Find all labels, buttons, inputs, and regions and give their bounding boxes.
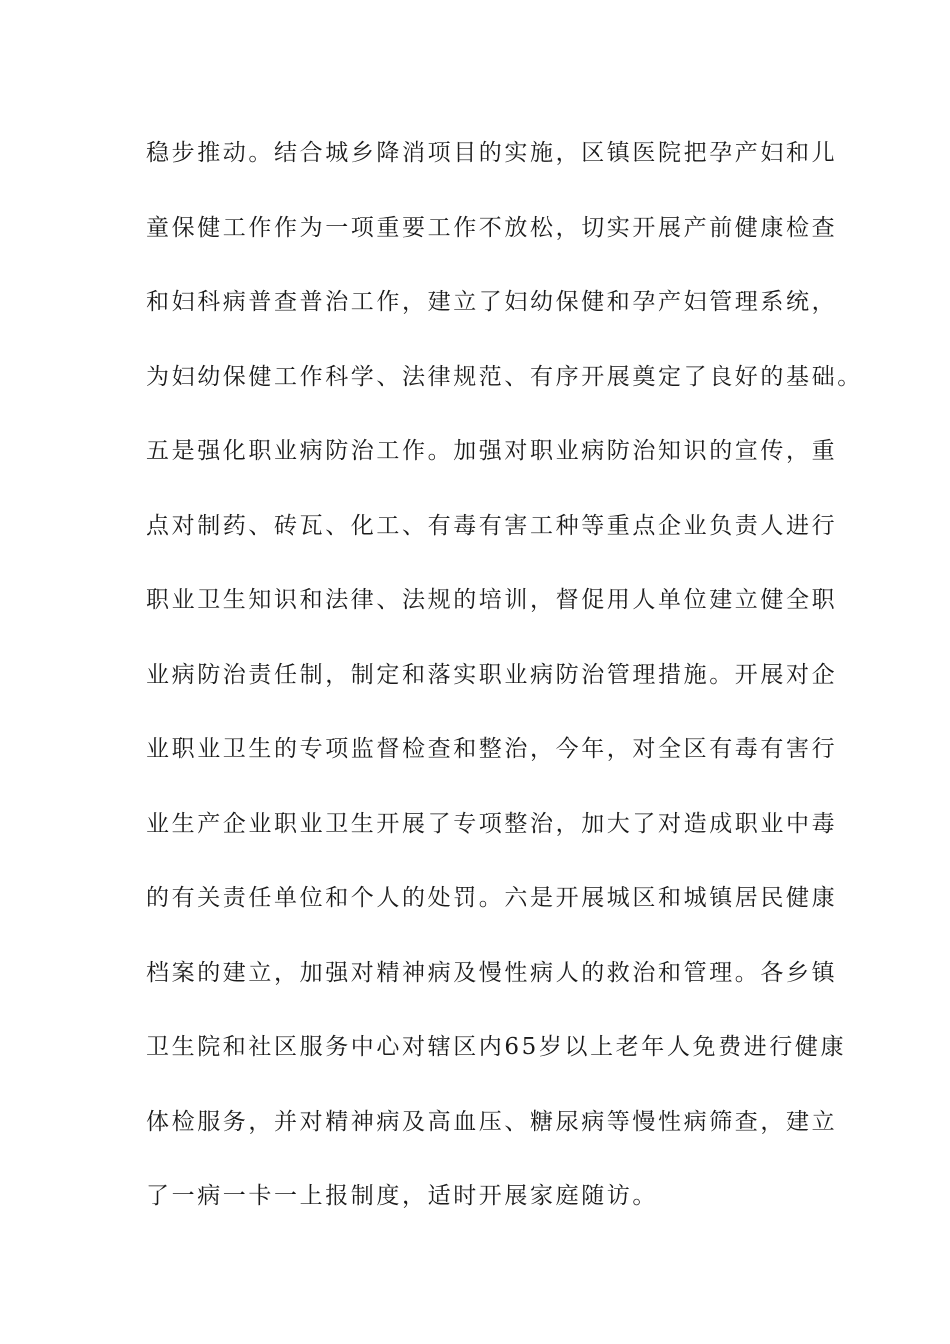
text-line: 点对制药、砖瓦、化工、有毒有害工种等重点企业负责人进行	[146, 512, 838, 539]
text-line: 童保健工作作为一项重要工作不放松，切实开展产前健康检查	[146, 214, 838, 241]
body-text	[146, 133, 863, 1251]
text-line: 为妇幼保健工作科学、法律规范、有序开展奠定了良好的基础。	[146, 363, 863, 390]
text-line: 了一病一卡一上报制度，适时开展家庭随访。	[146, 1183, 658, 1209]
text-line: 职业卫生知识和法律、法规的培训，督促用人单位建立健全职	[146, 587, 838, 613]
text-line: 稳步推动。结合城乡降消项目的实施，区镇医院把孕产妇和儿	[146, 140, 838, 166]
text-line: 卫生院和社区服务中心对辖区内65岁以上老年人免费进行健康	[146, 1034, 847, 1060]
text-line: 的有关责任单位和个人的处罚。六是开展城区和城镇居民健康	[146, 885, 838, 911]
text-line: 业生产企业职业卫生开展了专项整治，加大了对造成职业中毒	[146, 810, 838, 837]
text-line: 业职业卫生的专项监督检查和整治，今年，对全区有毒有害行	[146, 736, 838, 762]
text-line: 五是强化职业病防治工作。加强对职业病防治知识的宣传，重	[146, 438, 838, 464]
text-line: 业病防治责任制，制定和落实职业病防治管理措施。开展对企	[146, 661, 838, 688]
text-line: 和妇科病普查普治工作，建立了妇幼保健和孕产妇管理系统，	[146, 289, 838, 315]
text-line: 档案的建立，加强对精神病及慢性病人的救治和管理。各乡镇	[146, 959, 838, 986]
text-line: 体检服务，并对精神病及高血压、糖尿病等慢性病筛查，建立	[146, 1108, 838, 1135]
